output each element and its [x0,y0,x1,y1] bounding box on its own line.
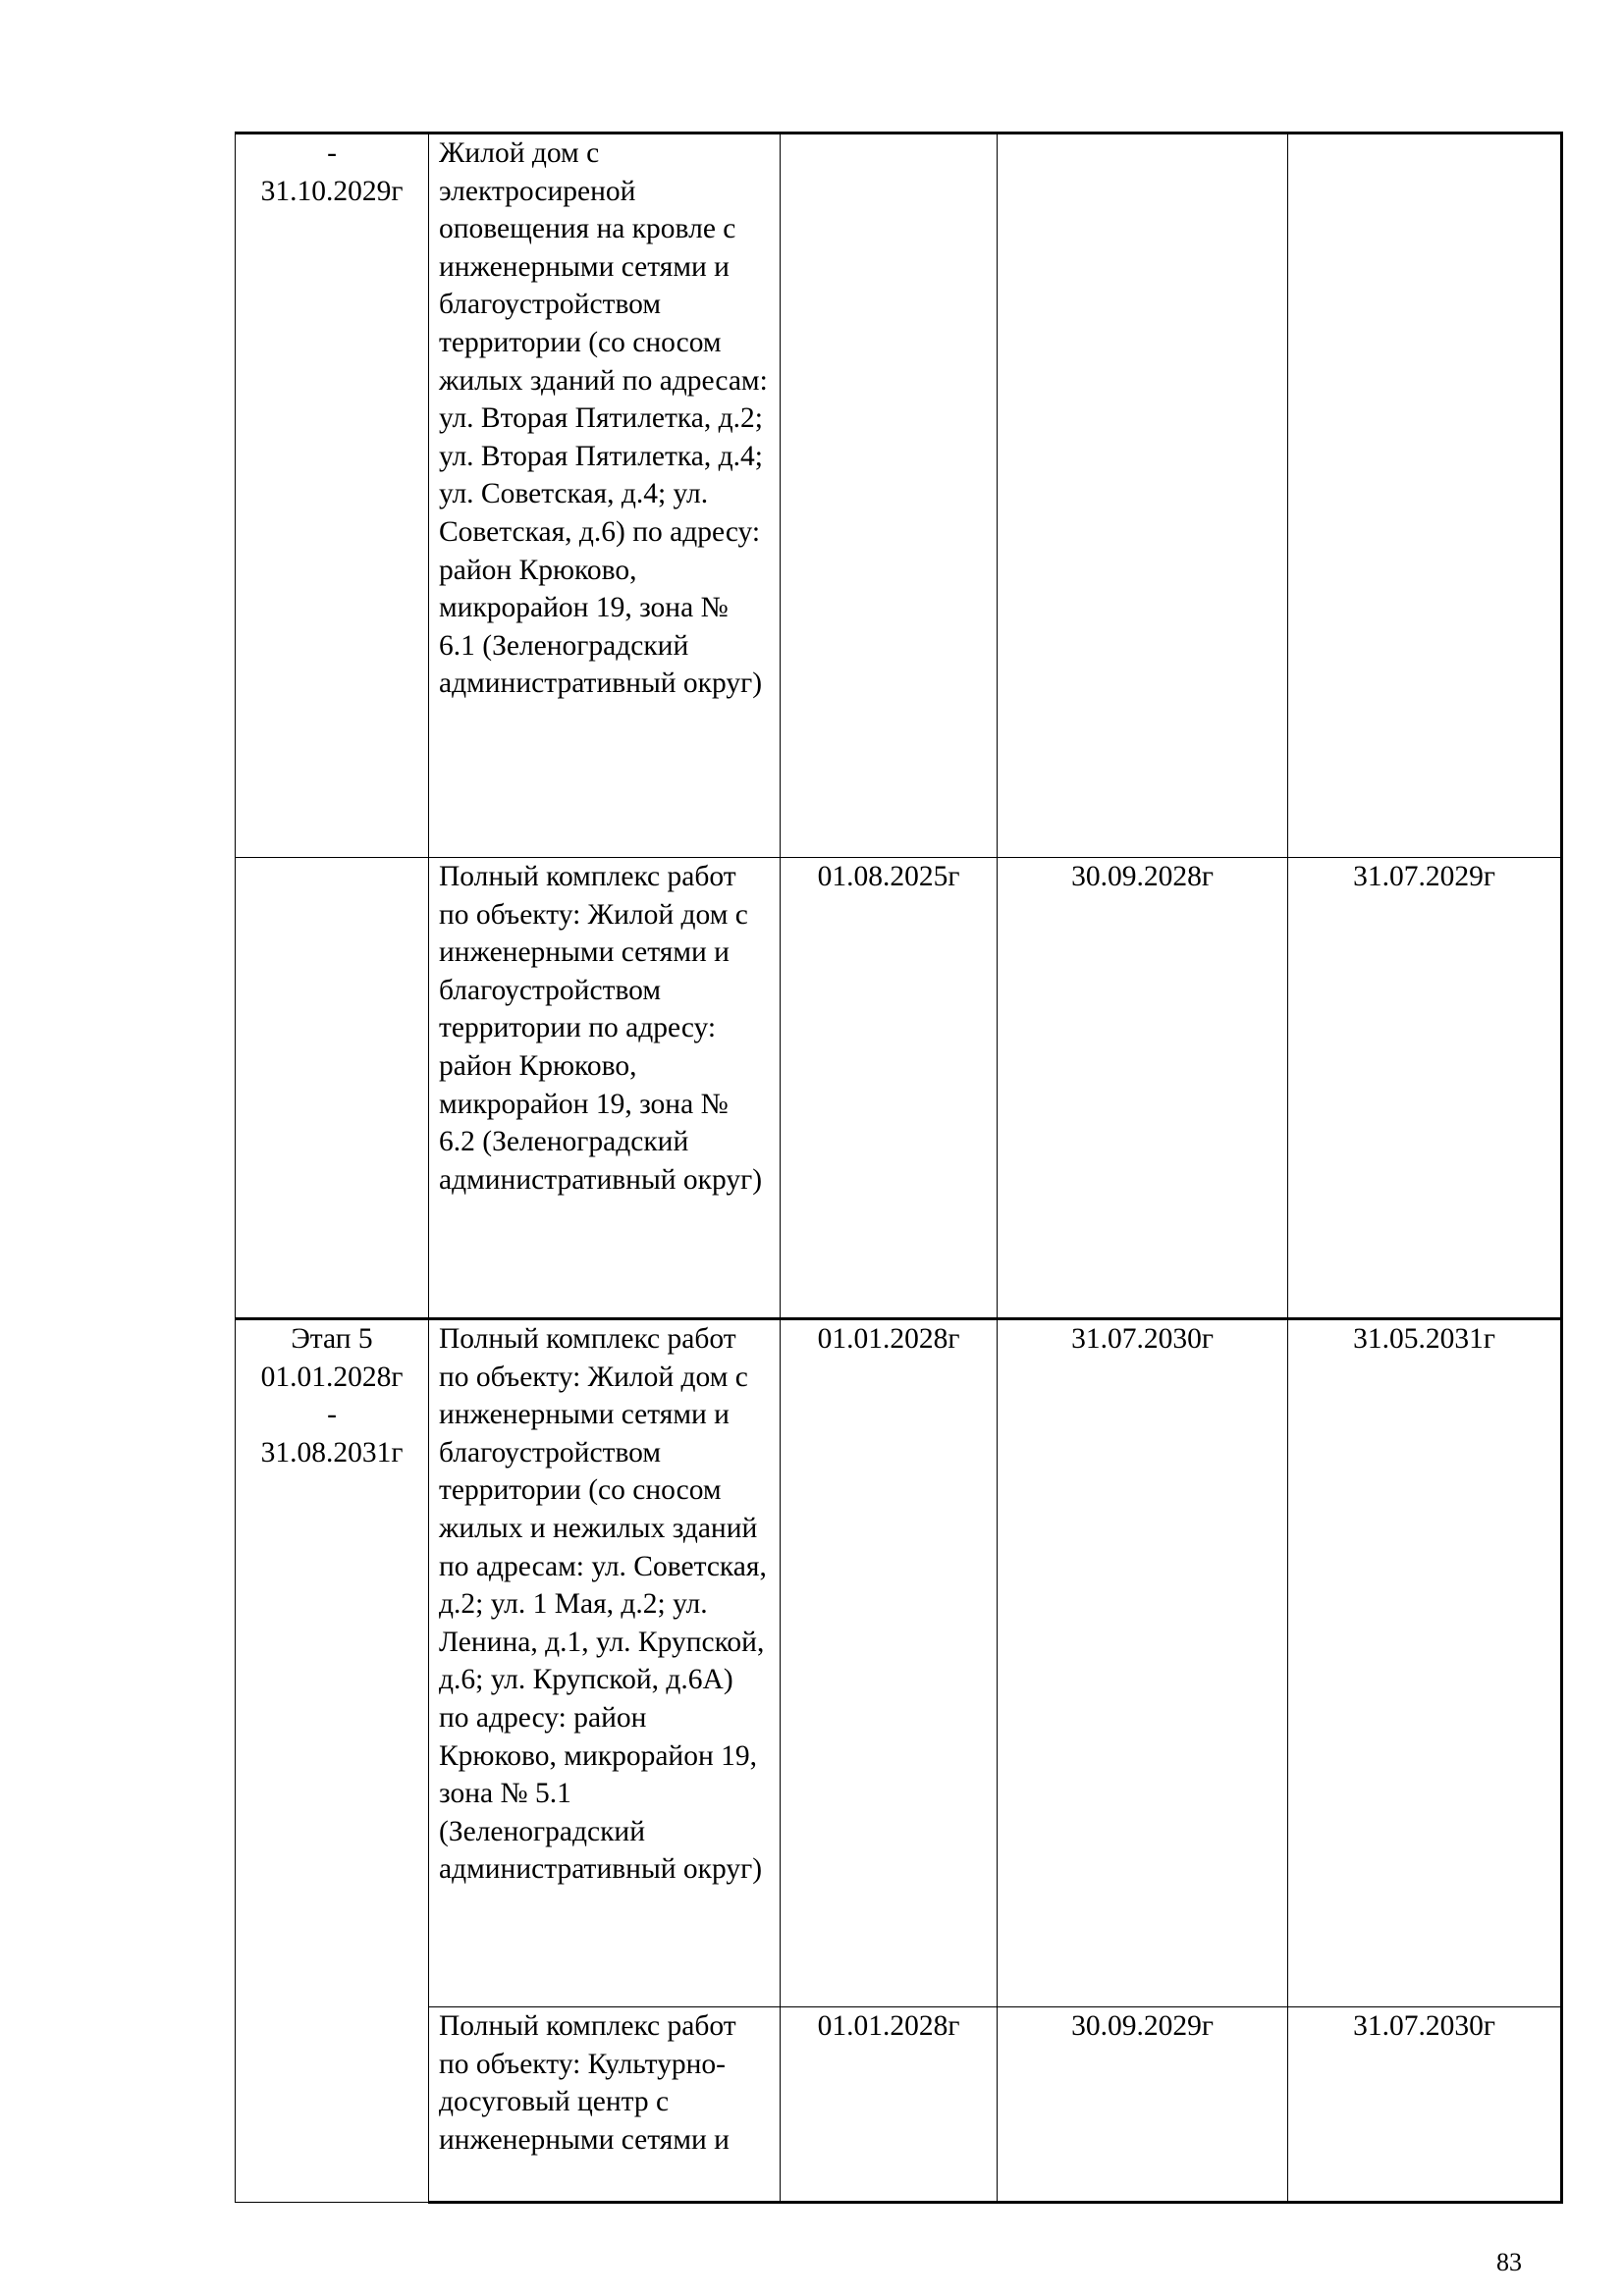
mid-date-cell: 30.09.2028г [998,858,1288,1319]
stage-line: - [327,1399,337,1431]
description-cell: Жилой дом с электросиреной оповещения на кровле с инженерными сетями и благоустройством территории (со сносом жилых зданий по адресам: ул. Вторая Пятилетка, д.2; ул. Вторая Пятилетка, д.4; ул. Советская, д.4; ул. Советская, д.6) по адресу: район Крюково, микрорайон 19, зона № 6.1 (Зеленоградский административный округ) [429,133,781,858]
start-date-cell: 01.01.2028г [781,1319,998,2007]
mid-date-cell: 30.09.2029г [998,2007,1288,2203]
start-date-cell: 01.01.2028г [781,2007,998,2203]
start-date-cell [781,133,998,858]
description-cell: Полный комплекс работ по объекту: Культурно-досуговый центр с инженерными сетями и [429,2007,781,2203]
mid-date-cell: 31.07.2030г [998,1319,1288,2007]
end-date-cell: 31.05.2031г [1288,1319,1562,2007]
stage-cell [236,1319,429,2203]
table-row [236,2007,1562,2203]
table-row [236,858,1562,1319]
end-date-cell: 31.07.2030г [1288,2007,1562,2203]
stage-line: 31.08.2031г [260,1436,404,1468]
mid-date-cell [998,133,1288,858]
start-date-cell: 01.08.2025г [781,858,998,1319]
stage-cell [236,133,429,858]
table-row [236,133,1562,858]
end-date-cell [1288,133,1562,858]
end-date-cell: 31.07.2029г [1288,858,1562,1319]
stage-line: 01.01.2028г [260,1361,404,1393]
description-cell: Полный комплекс работ по объекту: Жилой дом с инженерными сетями и благоустройством территории (со сносом жилых и нежилых зданий по адресам: ул. Советская, д.2; ул. 1 Мая, д.2; ул. Ленина, д.1, ул. Крупской, д.6; ул. Крупской, д.6А) по адресу: район Крюково, микрорайон 19, зона № 5.1 (Зеленоградский административный округ) [429,1319,781,2007]
description-cell: Полный комплекс работ по объекту: Жилой дом с инженерными сетями и благоустройством территории по адресу: район Крюково, микрорайон 19, зона № 6.2 (Зеленоградский административный округ) [429,858,781,1319]
page-number: 83 [1496,2248,1522,2276]
schedule-table [235,132,1563,2204]
stage-line: 31.10.2029г [260,175,404,207]
stage-line: - [327,137,337,169]
stage-cell-empty [236,858,429,1319]
table-row [236,1319,1562,2007]
stage-line: Этап 5 [291,1323,373,1355]
